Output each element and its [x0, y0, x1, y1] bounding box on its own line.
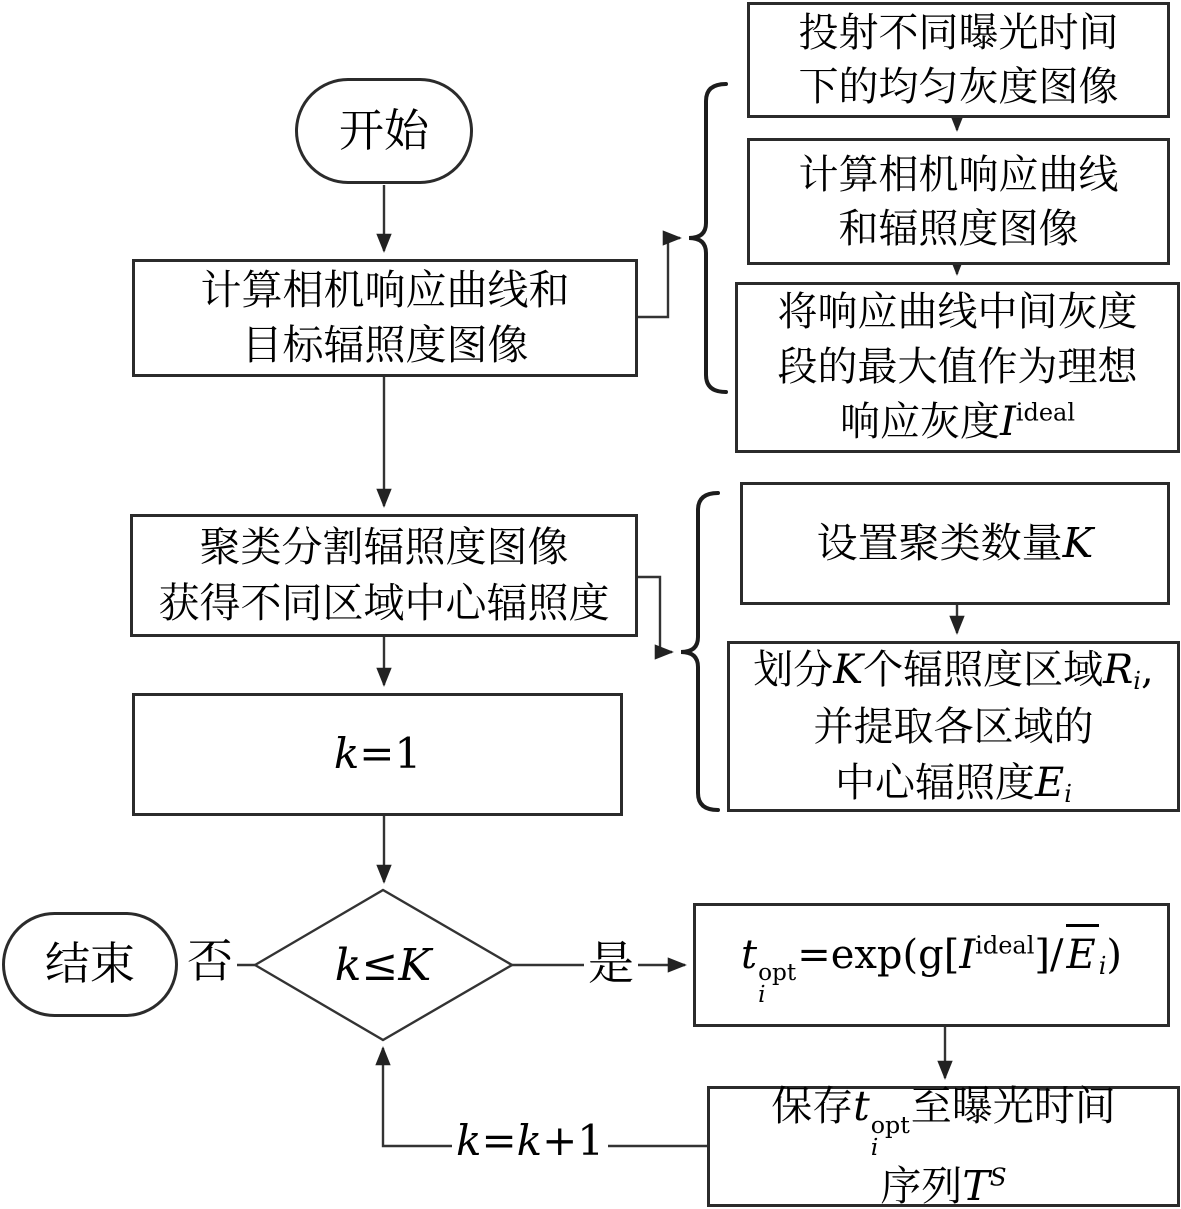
text-line: 和辐照度图像	[838, 205, 1079, 252]
operator-lte: ≤	[361, 939, 399, 991]
formula-expression	[741, 924, 1122, 1007]
text-line: 获得不同区域中心辐照度	[158, 578, 610, 627]
supsub-opt-i	[870, 1110, 910, 1162]
var-K: K	[833, 646, 864, 693]
var-I: I	[999, 399, 1016, 446]
note-calc-curve-irradiance	[747, 138, 1170, 265]
var-k: k	[456, 1116, 482, 1165]
process-save-exposure-time	[707, 1081, 1180, 1209]
text-line: 投射不同曝光时间	[798, 10, 1119, 56]
text-line-save1	[771, 1079, 1116, 1162]
end-label: 结束	[44, 937, 135, 991]
text-line: 将响应曲线中间灰度	[777, 288, 1138, 335]
subscript-i: i	[758, 981, 766, 1009]
note-partition-regions	[727, 641, 1180, 812]
text-line-setk	[817, 516, 1094, 571]
var-k: k	[516, 1116, 543, 1165]
text-line: 段的最大值作为理想	[777, 343, 1138, 390]
decision-condition	[283, 933, 483, 997]
connector-calc-to-brace	[638, 238, 680, 317]
edge-label-yes: 是	[584, 940, 638, 986]
edge-label-increment	[452, 1116, 608, 1165]
text-line: 下的均匀灰度图像	[798, 64, 1119, 110]
text-line: 并提取各区域的	[813, 703, 1094, 750]
superscript-ideal: ideal	[975, 931, 1035, 960]
decision-expression	[335, 940, 431, 991]
var-E: E	[1066, 931, 1096, 978]
var-T: T	[962, 1161, 990, 1209]
text-line-ideal	[840, 395, 1075, 450]
k-init-rest: =1	[359, 729, 422, 779]
text-fragment: 至曝光时间	[910, 1081, 1116, 1130]
var-I: I	[959, 931, 976, 978]
var-K: K	[398, 939, 432, 991]
note-set-cluster-count	[740, 482, 1170, 605]
subscript-i: i	[870, 1133, 879, 1162]
text-fragment: 中心辐照度	[835, 759, 1036, 806]
supsub-opt-i	[758, 959, 797, 1009]
process-k-init	[132, 693, 623, 816]
note-ideal-gray	[735, 282, 1180, 453]
process-optimal-exposure-formula	[693, 903, 1170, 1027]
subscript-i: i	[1133, 666, 1141, 695]
process-calc-response-curve	[132, 259, 638, 377]
var-t: t	[740, 931, 758, 978]
var-k: k	[333, 729, 360, 779]
var-E: E	[1035, 759, 1065, 806]
brace-top-group	[689, 84, 726, 392]
superscript-opt: opt	[870, 1110, 910, 1139]
superscript-opt: opt	[758, 959, 797, 987]
superscript-ideal: ideal	[1015, 398, 1076, 427]
text-fragment: +1	[542, 1116, 605, 1165]
text-fragment: 序列	[880, 1161, 963, 1209]
formula-fragment: ]/	[1034, 931, 1064, 978]
var-E-bar	[1066, 924, 1099, 982]
connector-cluster-to-brace	[638, 577, 672, 652]
text-line: 目标辐照度图像	[241, 321, 529, 369]
brace-middle-group	[681, 493, 718, 810]
text-fragment: =	[481, 1116, 517, 1165]
start-node	[295, 78, 473, 184]
text-line: 计算相机响应曲线	[798, 151, 1119, 198]
formula-fragment: =exp(g[	[797, 931, 960, 978]
text-fragment: ,	[1140, 646, 1154, 693]
superscript-S: S	[989, 1162, 1007, 1192]
edge-label-no: 否	[183, 938, 237, 984]
var-K: K	[1062, 518, 1094, 567]
var-k: k	[334, 939, 362, 991]
formula-fragment: )	[1106, 931, 1122, 978]
text-line-save2	[880, 1159, 1006, 1209]
text-fragment: 个辐照度区域	[863, 646, 1104, 693]
text-line: 计算相机响应曲线和	[200, 265, 570, 314]
text-line-partition1	[753, 642, 1153, 699]
k-init-expression	[334, 726, 421, 783]
process-cluster-segmentation	[130, 514, 638, 637]
text-line: 聚类分割辐照度图像	[199, 523, 569, 572]
subscript-i: i	[1064, 779, 1072, 808]
text-fragment: 保存	[771, 1081, 854, 1130]
text-line-partition3	[835, 755, 1072, 812]
start-label: 开始	[338, 103, 429, 157]
text-fragment: 响应灰度	[839, 399, 1000, 446]
var-R: R	[1103, 646, 1134, 693]
subscript-i: i	[1098, 951, 1107, 980]
end-node	[2, 912, 178, 1017]
note-project-gray-images	[747, 2, 1170, 118]
text-fragment: 设置聚类数量	[816, 518, 1063, 567]
var-t: t	[853, 1081, 870, 1130]
text-fragment: 划分	[753, 646, 834, 693]
